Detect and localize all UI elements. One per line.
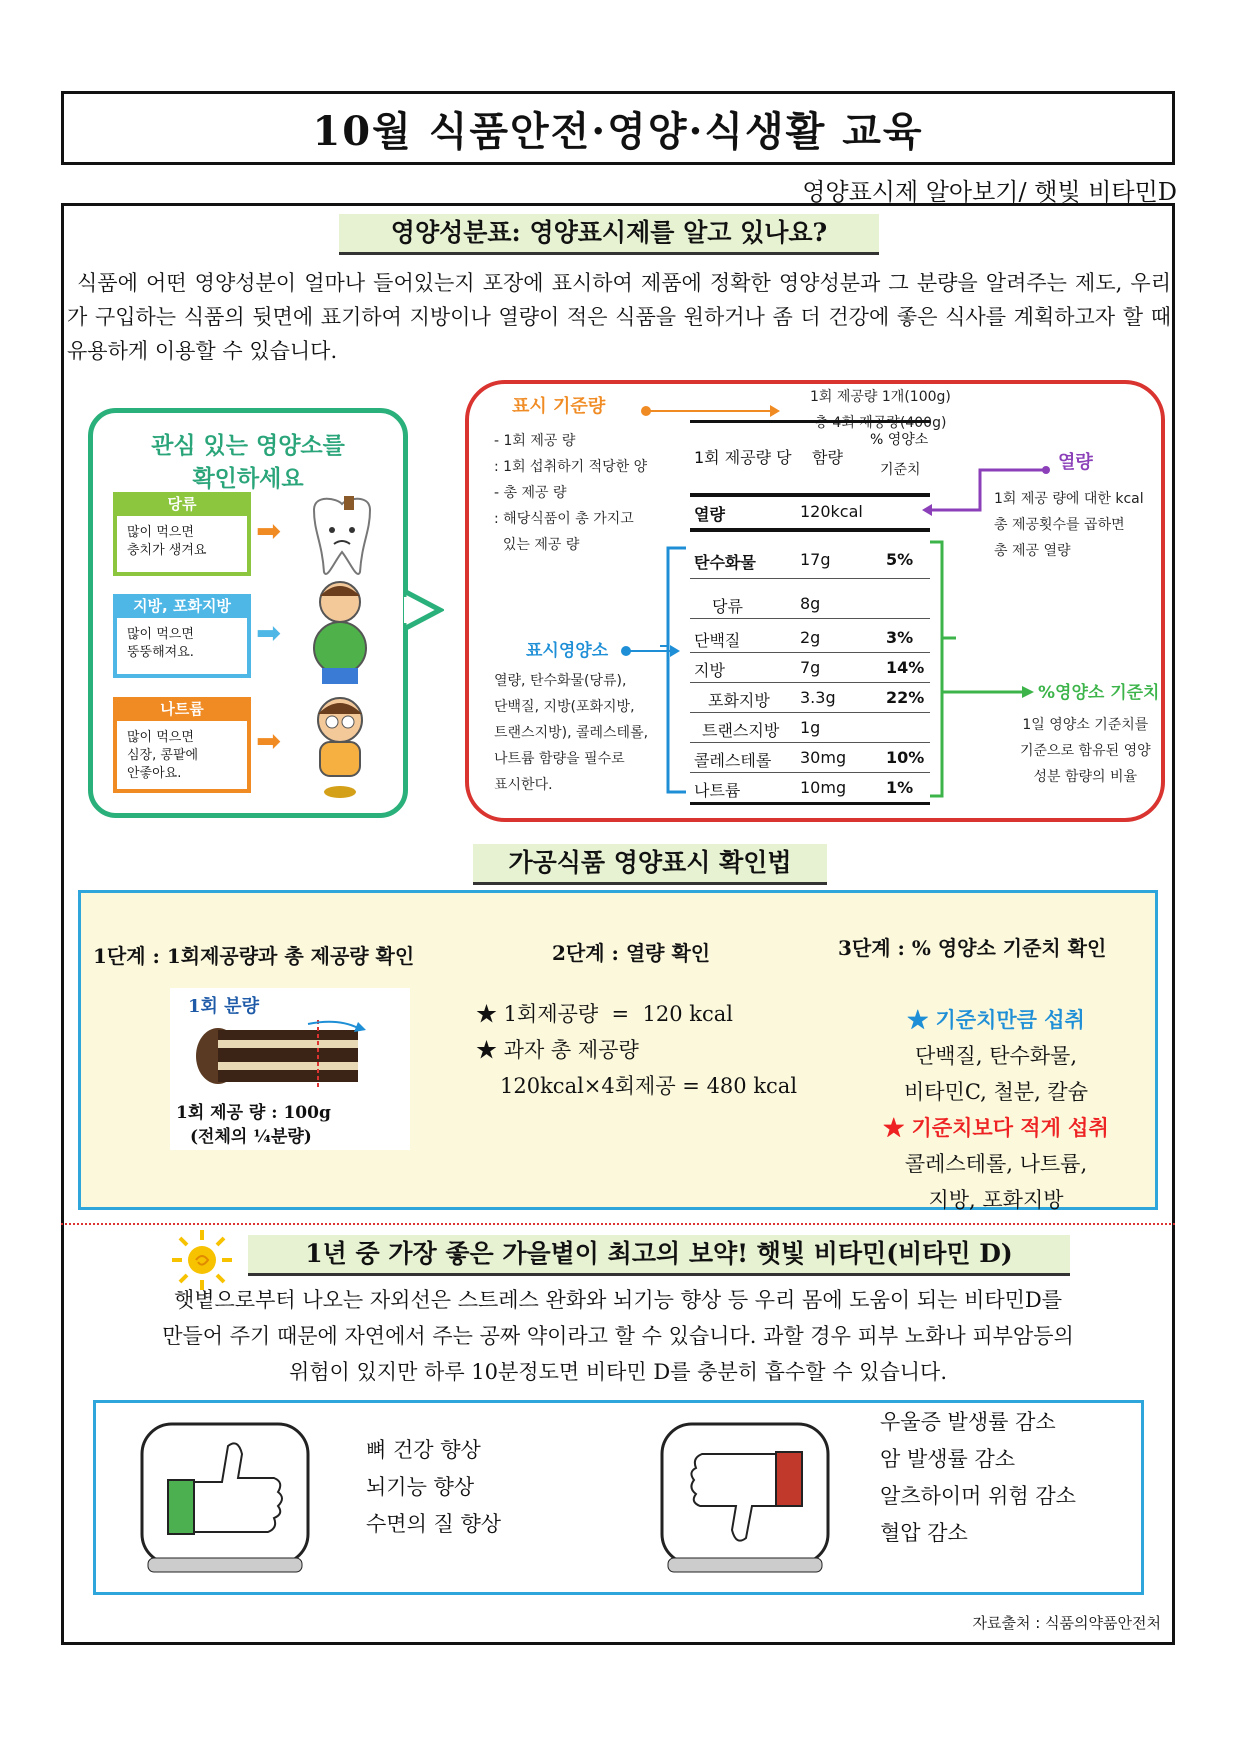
table-row bbox=[690, 624, 930, 653]
serving-value-2: 총 4회 제공량(400g) bbox=[814, 415, 947, 431]
section3-banner: 1년 중 가장 좋은 가을볕이 최고의 보약! 햇빛 비타민(비타민 D) bbox=[248, 1235, 1070, 1276]
tooth-icon bbox=[302, 492, 382, 582]
nutrients-description bbox=[494, 668, 648, 798]
row-name: 단백질 bbox=[694, 631, 741, 650]
desc-line: - 총 제공 량 bbox=[494, 485, 567, 501]
row-amount: 120kcal bbox=[800, 502, 863, 521]
desc-line: : 1회 섭취하기 적당한 양 bbox=[494, 459, 648, 475]
nutrient-note bbox=[117, 721, 247, 789]
desc-line: 열량, 탄수화물(당류), bbox=[494, 673, 627, 689]
nutrient-item-fat bbox=[113, 594, 251, 678]
serving-title-text: 표시 기준량 bbox=[512, 396, 606, 417]
benefit-item: 혈압 감소 bbox=[880, 1521, 968, 1545]
arrow-right-icon: ➡ bbox=[256, 514, 282, 549]
benefit-item: 우울증 발생률 감소 bbox=[880, 1410, 1056, 1434]
note-line: 안좋아요. bbox=[127, 766, 182, 781]
step2-title: 2단계 : 열량 확인 bbox=[552, 941, 711, 965]
serving-illustration bbox=[170, 988, 410, 1150]
calorie-title: 열량 bbox=[1058, 452, 1093, 473]
table-row bbox=[690, 590, 930, 619]
row-pct: 10% bbox=[886, 748, 925, 767]
thumbs-down-icon bbox=[658, 1418, 833, 1578]
desc-line: 1회 제공 량에 대한 kcal bbox=[994, 491, 1144, 507]
row-pct: 14% bbox=[886, 658, 925, 677]
step2-line3: 120kcal×4회제공 = 480 kcal bbox=[500, 1074, 798, 1098]
desc-line: - 1회 제공 량 bbox=[494, 433, 576, 449]
bad-line: 지방, 포화지방 bbox=[928, 1188, 1064, 1212]
step1-title: 1단계 : 1회제공량과 총 제공량 확인 bbox=[93, 944, 415, 968]
benefit-item: 알츠하이머 위험 감소 bbox=[880, 1484, 1076, 1508]
row-pct: 1% bbox=[886, 778, 914, 797]
illustration-top-text: 1회 분량 bbox=[188, 996, 259, 1017]
section1-paragraph: 식품에 어떤 영양성분이 얼마나 들어있는지 포장에 표시하여 제품에 정확한 영양성분과 그 분량을 알려주는 제도, 우리가 구입하는 식품의 뒷면에 표기하여 지방이나 열량이 적은 식품을 원하거나 좀 더 건강에 좋은 식사를 계획하고자 할 때 유용하게 이용할 수 있습니다. bbox=[67, 271, 1171, 363]
row-pct: 22% bbox=[886, 688, 925, 707]
speech-tail-icon bbox=[404, 585, 444, 635]
note-line: 많이 먹으면 bbox=[127, 525, 194, 540]
nutrient-tag: 당류 bbox=[167, 495, 197, 513]
table-row bbox=[690, 714, 930, 743]
table-row bbox=[690, 744, 930, 773]
row-name: 콜레스테롤 bbox=[694, 751, 772, 770]
note-line: 심장, 콩팥에 bbox=[127, 748, 199, 763]
row-amount: 8g bbox=[800, 594, 821, 613]
paragraph-line: 햇볕으로부터 나오는 자외선은 스트레스 완화와 뇌기능 향상 등 우리 몸에 도움이 되는 비타민D를 bbox=[173, 1288, 1063, 1312]
benefit-item: 암 발생률 감소 bbox=[880, 1447, 1016, 1471]
boy-icon bbox=[300, 578, 380, 688]
row-amount: 2g bbox=[800, 628, 821, 647]
daily-value-description bbox=[1020, 712, 1151, 790]
panel-heading-line1: 관심 있는 영양소를 bbox=[151, 433, 345, 459]
arrow-right-icon: ➡ bbox=[256, 616, 282, 651]
section3-paragraph bbox=[61, 1282, 1175, 1390]
illustration-bottom-text: (전체의 ¼분량) bbox=[190, 1127, 312, 1147]
row-name: 포화지방 bbox=[708, 691, 770, 710]
benefit-item: 뼈 건강 향상 bbox=[366, 1438, 481, 1462]
row-name: 탄수화물 bbox=[694, 553, 756, 572]
table-row bbox=[690, 774, 930, 805]
serving-description bbox=[494, 428, 647, 558]
panel-heading-line2: 확인하세요 bbox=[192, 466, 304, 492]
section2-banner: 가공식품 영양표시 확인법 bbox=[473, 844, 827, 885]
paragraph-line: 위험이 있지만 하루 10분정도면 비타민 D를 충분히 흡수할 수 있습니다. bbox=[288, 1360, 948, 1384]
row-name: 당류 bbox=[712, 597, 743, 616]
calorie-description bbox=[994, 486, 1144, 564]
bad-line: 콜레스테롤, 나트륨, bbox=[904, 1152, 1088, 1176]
note-line: 뚱뚱해져요. bbox=[127, 645, 194, 660]
bad-title: ★ 기준치보다 적게 섭취 bbox=[883, 1115, 1109, 1140]
row-amount: 3.3g bbox=[800, 688, 836, 707]
desc-line: 트랜스지방), 콜레스테롤, bbox=[494, 725, 649, 741]
row-amount: 17g bbox=[800, 550, 831, 569]
table-header bbox=[690, 420, 930, 497]
paragraph-line: 만들어 주기 때문에 자연에서 주는 공짜 약이라고 할 수 있습니다. 과할 경우 피부 노화나 피부암등의 bbox=[162, 1324, 1074, 1348]
desc-line: 총 제공 열량 bbox=[994, 543, 1071, 559]
note-line: 많이 먹으면 bbox=[127, 730, 194, 745]
col-header: 1회 제공량 당 bbox=[694, 448, 792, 467]
step2-line2: ★ 과자 총 제공량 bbox=[476, 1038, 639, 1062]
row-name: 트랜스지방 bbox=[702, 721, 780, 740]
thumbs-up-icon bbox=[138, 1418, 313, 1578]
serving-value-1: 1회 제공량 1개(100g) bbox=[810, 389, 951, 405]
nutrient-note bbox=[117, 618, 247, 674]
daily-value-title: %영양소 기준치 bbox=[1038, 683, 1160, 703]
table-row bbox=[690, 684, 930, 713]
nutrient-tag: 지방, 포화지방 bbox=[133, 597, 231, 615]
nutrient-item-sodium bbox=[113, 697, 251, 793]
good-title: ★ 기준치만큼 섭취 bbox=[907, 1007, 1085, 1032]
table-row bbox=[690, 542, 930, 579]
desc-line: 표시한다. bbox=[494, 777, 553, 793]
row-name: 나트륨 bbox=[694, 781, 741, 800]
row-amount: 1g bbox=[800, 718, 821, 737]
row-pct: 5% bbox=[886, 550, 914, 569]
desc-line: 단백질, 지방(포화지방, bbox=[494, 699, 635, 715]
note-line: 많이 먹으면 bbox=[127, 627, 194, 642]
desc-line: 나트륨 함량을 필수로 bbox=[494, 751, 625, 767]
nutrients-title: 표시영양소 bbox=[526, 641, 609, 661]
row-name: 열량 bbox=[694, 505, 725, 524]
page-title: 10월 식품안전·영양·식생활 교육 bbox=[61, 91, 1175, 165]
nutrient-note bbox=[117, 516, 247, 572]
nutrient-item-sugar bbox=[113, 492, 251, 576]
page-subtitle: 영양표시제 알아보기/ 햇빛 비타민D bbox=[802, 178, 1177, 206]
desc-line: 1일 영양소 기준치를 bbox=[1022, 717, 1149, 733]
table-row bbox=[690, 654, 930, 683]
benefit-item: 수면의 질 향상 bbox=[366, 1512, 502, 1536]
step3-list bbox=[816, 1002, 1176, 1218]
desc-line: 기준으로 함유된 영양 bbox=[1020, 743, 1151, 759]
step2-line1: ★ 1회제공량 = 120 kcal bbox=[476, 1002, 733, 1026]
bracket-icon bbox=[660, 546, 690, 796]
step3-title: 3단계 : % 영양소 기준치 확인 bbox=[838, 936, 1107, 960]
source-credit: 자료출처 : 식품의약품안전처 bbox=[972, 1614, 1161, 1632]
arrow-right-icon bbox=[640, 404, 780, 418]
serving-title bbox=[512, 394, 605, 420]
col-header: 기준치 bbox=[880, 462, 921, 478]
benefit-item: 뇌기능 향상 bbox=[366, 1475, 475, 1499]
note-line: 충치가 생겨요 bbox=[127, 543, 207, 558]
row-pct: 3% bbox=[886, 628, 914, 647]
benefits-list-up bbox=[366, 1432, 501, 1543]
row-amount: 30mg bbox=[800, 748, 847, 767]
sick-boy-icon bbox=[300, 692, 380, 802]
col-header: % 영양소 bbox=[870, 432, 929, 448]
desc-line: 있는 제공 량 bbox=[494, 537, 580, 553]
nutrient-tag: 나트륨 bbox=[160, 700, 204, 718]
arrow-right-icon: ➡ bbox=[256, 724, 282, 759]
benefits-list-down bbox=[880, 1404, 1076, 1552]
table-row bbox=[690, 498, 930, 532]
section1-banner: 영양성분표: 영양표시제를 알고 있나요? bbox=[339, 214, 879, 255]
nutrition-facts-table bbox=[690, 420, 940, 800]
desc-line: : 해당식품이 총 가지고 bbox=[494, 511, 634, 527]
row-amount: 7g bbox=[800, 658, 821, 677]
desc-line: 총 제공횟수를 곱하면 bbox=[994, 517, 1125, 533]
desc-line: 성분 함량의 비율 bbox=[1033, 769, 1138, 785]
row-name: 지방 bbox=[694, 661, 725, 680]
good-line: 단백질, 탄수화물, bbox=[914, 1044, 1078, 1068]
section-divider bbox=[61, 1223, 1175, 1225]
good-line: 비타민C, 철분, 칼슘 bbox=[903, 1080, 1089, 1104]
cookie-roll-icon bbox=[188, 1018, 398, 1088]
col-header: 함량 bbox=[812, 448, 843, 467]
row-amount: 10mg bbox=[800, 778, 847, 797]
illustration-bottom-text: 1회 제공 량 : 100g bbox=[176, 1103, 331, 1123]
